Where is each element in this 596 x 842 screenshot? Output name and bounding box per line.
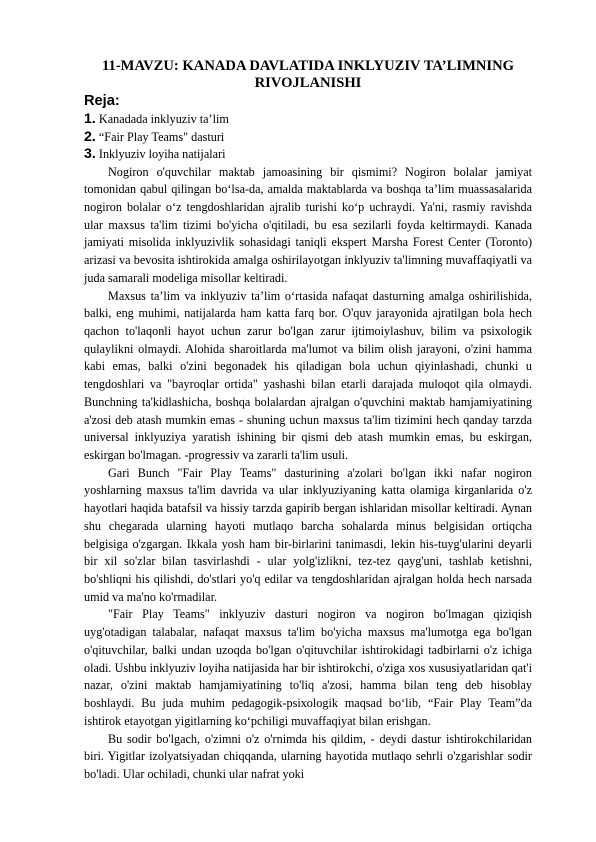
paragraph: Gari Bunch "Fair Play Teams" dasturining a'zolari bo'lgan ikki nafar nogiron yoshlarning maxsus ta'lim davrida va ular inklyuziyaning katta olamiga kirganlarida o'z hayotlari haqida batafsil va hissiy tarzda gapirib bergan ishlaridan misollar keltiradi. Aynan shu chegarada ularning hayoti mutlaqo barcha sohalarda minus belgisidan ortiqcha belgisiga o'zgargan. Ikkala yosh ham bir-birlarini tanimasdi, lekin his-tuyg'ularini deyarli bir xil so'zlar bilan tasvirlashdi - ular yolg'izlikni, tez-tez qayg'uni, tashlab ketishni, bo'shliqni his qilishdi, do'stlari yo'q edilar va tengdoshlaridan ajralgan holda hech narsada umid va ma'no ko'rmadilar. <box>84 465 532 604</box>
plan-item-number: 2. <box>84 128 96 145</box>
plan-heading: Reja: <box>84 93 120 109</box>
plan-item-text: Kanadada inklyuziv ta’lim <box>95 112 229 126</box>
paragraph: Bu sodir bo'lgach, o'zimni o'z o'rnimda his qildim, - deydi dastur ishtirokchilaridan biri. Yigitlar izolyatsiyadan chiqqanda, ularning hayotida mutlaqo sehrli o'zgarishlar sodir bo'ladi. Ular ochiladi, chunki ular nafrat yoki <box>84 731 532 781</box>
paragraph: Nogiron o'quvchilar maktab jamoasining bir qismimi? Nogiron bolalar jamiyat tomonidan qabul qilingan bo‘lsa-da, amalda maktablarda va boshqa ta’lim muassasalarida nogiron bolalar o‘z tengdoshlaridan ajralib turishi ko‘p uchraydi. Ya'ni, rasmiy ravishda ular maxsus ta'lim tizimi bo'yicha o'qitiladi, bu esa sezilarli foyda keltirmaydi. Kanada jamiyati misolida inklyuzivlik sohasidagi taniqli ekspert Marsha Forest Center (Toronto) arizasi va bevosita ishtirokida amalga oshirilayotgan inklyuziv ta'limning muvaffaqiyatli va juda samarali modeliga misollar keltiradi. <box>84 164 532 285</box>
paragraph: "Fair Play Teams" inklyuziv dasturi nogiron va nogiron bo'lmagan qiziqish uyg'otadigan talabalar, nafaqat maxsus ta'lim bo'yicha maxsus ma'lumotga ega bo'lgan o'qituvchilar, balki undan uzoqda bo'lgan o'qituvchilar ishtirokidagi tadbirlarni o'z ichiga oladi. Ushbu inklyuziv loyiha natijasida har bir ishtirokchi, o'ziga xos xususiyatlaridan qat'i nazar, o'zini maktab hamjamiyatining to'liq a'zosi, hamma bilan teng deb hisoblay boshlaydi. Bu juda muhim pedagogik-psixologik maqsad bo‘lib, “Fair Play Team”da ishtirok etayotgan yigitlarning ko‘pchiligi muvaffaqiyat bilan erishgan. <box>84 607 532 728</box>
plan-item-number: 3. <box>84 146 96 162</box>
document-title: 11-MAVZU: KANADA DAVLATIDA INKLYUZIV TA’LIMNING RIVOJLANISHI <box>102 58 514 91</box>
plan-item-text: “Fair Play Teams" dasturi <box>95 129 225 144</box>
document-page <box>84 58 532 784</box>
plan-item-number: 1. <box>84 111 96 127</box>
paragraph: Maxsus ta’lim va inklyuziv ta’lim o‘rtasida nafaqat dasturning amalga oshirilishida, balki, eng muhimi, natijalarda ham katta farq bor. O'quv jarayonida ajratilgan bola hech qachon to'laqonli hayot uchun zarur bo'lgan zarur ijtimoiylashuv, bilim va psixologik qulaylikni olmaydi. Alohida sharoitlarda ma'lumot va bilim olish jarayoni, o'zini hamma kabi emas, balki o'zini begonadek his qiladigan bola uchun qiyinlashadi, chunki u tengdoshlari va "bayroqlar ortida" yashashi bilan etarli darajada muloqot qila olmaydi. Bunchning ta'kidlashicha, boshqa bolalardan ajralgan o'quvchini maktab hamjamiyatining a'zosi deb atash mumkin emas - shuning uchun maxsus ta'lim tizimini hech qanday tarzda universal inklyuziya yaratish ishining bir qismi deb atash mumkin emas, bu eskirgan, eskirgan bo'lmagan. -progressiv va zararli ta'lim usuli. <box>84 288 532 462</box>
plan-list <box>84 111 532 164</box>
plan-item-text: Inklyuziv loyiha natijalari <box>95 147 226 161</box>
plan-item <box>84 129 532 147</box>
plan-item <box>84 111 532 129</box>
plan-item <box>84 146 532 164</box>
body-text <box>84 164 532 784</box>
